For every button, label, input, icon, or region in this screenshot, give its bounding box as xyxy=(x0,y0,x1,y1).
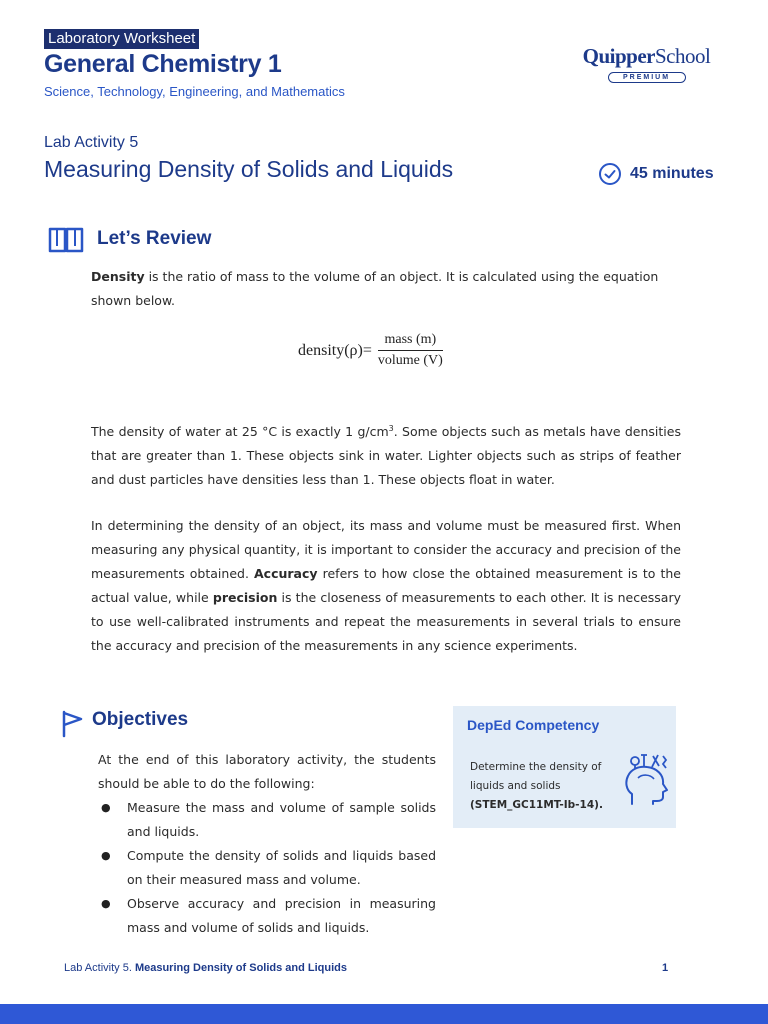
activity-title: Measuring Density of Solids and Liquids xyxy=(44,156,454,182)
formula-denominator: volume (V) xyxy=(377,353,443,368)
competency-heading: DepEd Competency xyxy=(467,717,600,733)
logo-light-text: School xyxy=(655,44,711,68)
activity-label: Lab Activity 5 xyxy=(44,134,139,151)
footer-prefix: Lab Activity 5. xyxy=(64,962,135,974)
density-formula xyxy=(298,332,443,369)
head-ideas-icon xyxy=(622,752,672,808)
premium-badge: PREMIUM xyxy=(608,72,686,83)
strand-subtitle: Science, Technology, Engineering, and Mathematics xyxy=(44,84,345,99)
p2-text-b: . Some objects such as metals have densities that are greater than 1. These objects sink in water. Lighter objects such as strips of feather and dust particles have densities less than 1. These objects float in water. xyxy=(91,424,681,488)
p3-text-a: In determining the density of an object, its mass and volume must be measured first. When measuring any physical quantity, it is important to consider the accuracy and precision of the measurements obtained. xyxy=(91,518,681,581)
list-item: ● Compute the density of solids and liquids based on their measured mass and volume. xyxy=(98,844,436,892)
objectives-intro: At the end of this laboratory activity, the students should be able to do the following: xyxy=(98,752,436,791)
review-heading: Let’s Review xyxy=(97,228,212,249)
flag-icon xyxy=(62,710,84,738)
p3-text-b: refers to how close the obtained measurement is to the actual value, while xyxy=(91,566,681,605)
p3-text-c: is the closeness of measurements to each other. It is necessary to use well-calibrated instruments and repeat the measurements in several trials to ensure the accuracy and precision of the measurements in any science experiments. xyxy=(91,590,681,653)
formula-lhs: density(ρ)= xyxy=(298,341,372,359)
competency-text xyxy=(470,758,620,815)
precision-term: precision xyxy=(212,590,278,605)
water-density-paragraph xyxy=(91,417,681,492)
footer-label xyxy=(64,962,347,974)
course-title: General Chemistry 1 xyxy=(44,50,282,78)
open-book-icon xyxy=(48,224,84,254)
competency-code: (STEM_GC11MT-Ib-14). xyxy=(470,799,603,811)
logo-bold-text: Quipper xyxy=(582,44,655,68)
accuracy-precision-paragraph xyxy=(91,514,681,658)
list-item: ● Observe accuracy and precision in measuring mass and volume of solids and liquids. xyxy=(98,892,436,940)
formula-numerator: mass (m) xyxy=(378,332,443,351)
density-definition-text: is the ratio of mass to the volume of an object. It is calculated using the equation shown below. xyxy=(91,269,659,308)
formula-fraction xyxy=(378,332,443,369)
objectives-list xyxy=(98,796,436,940)
clock-icon xyxy=(598,162,622,186)
density-term: Density xyxy=(91,269,145,284)
p2-text-a: The density of water at 25 °C is exactly 1 g/cm xyxy=(91,424,389,440)
objectives-heading: Objectives xyxy=(92,709,189,730)
page-number: 1 xyxy=(662,962,669,974)
p2-superscript: 3 xyxy=(388,424,394,433)
duration-label: 45 minutes xyxy=(630,165,714,182)
accuracy-term: Accuracy xyxy=(254,566,318,581)
list-item: ● Measure the mass and volume of sample solids and liquids. xyxy=(98,796,436,844)
competency-description: Determine the density of liquids and solids xyxy=(470,761,602,792)
worksheet-tag: Laboratory Worksheet xyxy=(44,29,199,49)
density-definition xyxy=(91,265,681,313)
bottom-bar xyxy=(0,1004,768,1024)
quipper-logo xyxy=(574,44,719,83)
footer-title: Measuring Density of Solids and Liquids xyxy=(134,962,348,974)
